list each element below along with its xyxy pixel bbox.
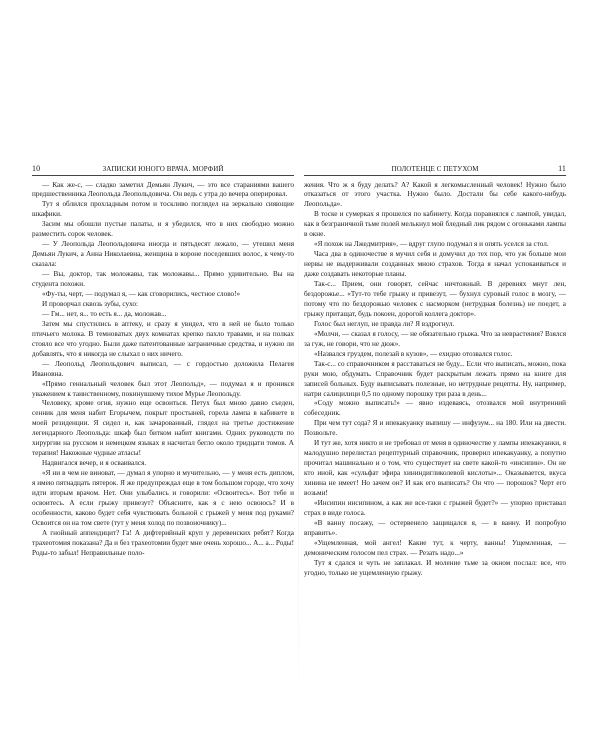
paragraph: В тоске и сумерках я прошелся по кабинету. Когда поравнялся с лампой, увидал, как в безграничной тьме полей мелькнул мой бледный лик рядом с огоньками лампы в окне. [304,210,566,239]
paragraph: А гнойный аппендицит? Га! А дифтерийный круп у деревенских ребят? Когда трахеотомия показана? Да и без трахеотомии будет мне очень хорошо... А... а... Роды! Роды-то забыл! Неправильные поло- [32,528,294,557]
paragraph: — Гм... нет, я... то есть я... да, моложав... [42,309,167,318]
paragraph: При чем тут сода? Я и ипекакуанку выпишу — инфузум... на 180. Или на двести. Позвольте. [304,419,566,438]
left-running-header: ЗАПИСКИ ЮНОГО ВРАЧА. МОРФИЙ [102,165,224,173]
right-page-body [304,181,566,579]
book-gutter [298,160,299,730]
paragraph: — Леопольд Леопольдович выписал, — с гордостью доложила Пелагея Ивановна. [32,359,294,378]
paragraph: «Я ни в чем не виноват, — думал я упорно и мучительно, — у меня есть диплом, я имею пятнадцать пятерок. Я же предупреждал еще в том большом городе, что хочу идти вторым врачом. Нет. Они улыбались и говорили: «Освоитесь». Вот тебе и освоитесь. А если грыжу привезут? Объясните, как я с нею освоюсь? И в особенности, каково будет себя чувствовать больной с грыжей у меня под руками? Освоится он на том свете (тут у меня холод по позвоночнику)... [32,469,294,527]
right-page-number: 11 [558,164,566,173]
paragraph: Затем мы спустились в аптеку, и сразу я увидел, что в ней не было только птичьего молока. В темноватых двух комнатах крепко пахло травами, и на полках стояло все что угодно. Были даже патентованные заграничные средства, и нужно ли добавлять, что я никогда не слыхал о них ничего. [32,319,294,358]
right-page-header [304,164,566,176]
paragraph: — Как же-с, — сладко заметил Демьян Лукич, — это все стараниями вашего предшественника Леопольда Леопольдовича. Он ведь с утра до вечера оперировал. [32,180,294,199]
paragraph: «Соду можно выписать!» — явно издеваясь, отозвался мой внутренний собеседник. [304,399,566,418]
paragraph: «Фу-ты, черт, — подумал я, — как сговорились, честное слово!» [42,289,241,298]
paragraph: Так-с... со справочником я расставаться не буду... Если что выписать, можно, пока руки мою, обдумать. Справочник будет раскрытым лежать прямо на книге для записей больных. Буду выписывать полезные, но нетрудные рецепты. Ну, например, натри салицилици 0,5 по одному порошку три раза в день... [304,359,566,398]
paragraph: Тут я сдался и чуть не заплакал. И моление тьме за окном послал: все, что угодно, только не ущемленную грыжу. [304,558,566,577]
paragraph: — У Леопольда Леопольдовича иногда и пятьдесят лежало, — утешил меня Демьян Лукич, а Анна Николаевна, женщина в короне поседевших волос, к чему-то сказала: [32,240,294,269]
paragraph: — Вы, доктор, так моложавы, так моложавы... Прямо удивительно. Вы на студента похожи. [32,270,294,289]
right-running-header: ПОЛОТЕНЦЕ С ПЕТУХОМ [391,165,479,173]
paragraph: Часа два в одиночестве я мучил себя и домучил до тех пор, что уж больше мои нервы не выдерживали созданных мною страхов. Тогда я начал успокаиваться и даже создавать некоторые планы. [304,250,566,279]
paragraph: «Инсипин инсипином, а как же все-таки с грыжей будет?» — упорно приставал страх в виде голоса. [304,499,566,517]
paragraph: Человеку, кроме огня, нужно еще освоиться. Петух был мною давно съеден, сенник для меня набит Егорычем, покрыт простыней, горела лампа в кабинете в моей резиденции. Я сидел и, как зачарованный, глядел на третье достижение легендарного Леопольда: шкаф был битком набит книгами. Одних руководств по хирургии на русском и немецком языках я насчитал бегло около тридцати томов. А терапия! Накожные чудные атласы! [32,399,294,458]
right-page [304,164,566,579]
paragraph: жения. Что ж я буду делать? А? Какой я легкомысленный человек! Нужно было отказаться от этого участка. Нужно было. Достали бы себе какого-нибудь Леопольда». [304,180,566,209]
paragraph: Засим мы обошли пустые палаты, и я убедился, что в них свободно можно разместить сорок человек. [32,220,294,239]
paragraph: Голос был неглуп, не правда ли? Я вздрогнул. [314,319,455,328]
paragraph: И тут же, хотя никто и не требовал от меня в одиночестве у лампы ипекакуанки, я малодушно перелистал рецептурный справочник, проверил ипекакуанку, а попутно прочитал машинально и о том, что существует на свете какой-то «инсипин». Он не кто иной, как «сульфат эфира хининдигликолевой кислоты»... Оказывается, вкуса хинина не имеет! Но зачем он? И как его выписать? Он что — порошок? Черт его возьми! [304,439,566,498]
left-page-number: 10 [32,164,41,173]
paragraph: «Я похож на Лжедмитрия», — вдруг глупо подумал я и опять уселся за стол. [314,240,549,249]
paragraph: «В ванну посажу, — остервенело защищался я, — в ванну. И попробую вправить». [304,518,566,537]
paragraph: Надвигался вечер, и я осваивался. [42,459,147,468]
paragraph: И проворчал сквозь зубы, сухо: [42,299,139,308]
left-page-body [32,181,294,559]
left-page-header [32,164,294,176]
paragraph: «Ущемленная, мой ангел! Какие тут, к черту, ванны! Ущемленная, — демоническим голосом пел страх. — Резать надо...» [304,538,566,557]
paragraph: «Назвался груздем, полезай в кузов», — ехидно отозвался голос. [314,349,513,358]
left-page [32,164,294,559]
paragraph: Тут я облился прохладным потом и тоскливо поглядел на зеркально сияющие шкафики. [32,200,294,219]
paragraph: «Молчи, — сказал я голосу, — не обязательно грыжа. Что за неврастения? Взялся за гуж, не говори, что не дюж». [304,329,566,348]
paragraph: «Прямо гениальный человек был этот Леопольд», — подумал я и проникся уважением к таинственному, покинувшему тихое Мурье Леопольду. [32,379,294,398]
paragraph: Так-с... Прием, они говорят, сейчас ничтожный. В деревнях мнут лен, бездорожье... «Тут-то тебе грыжу и привезут, — бухнул суровый голос в мозгу, — потому что по бездорожью человек с насморком (нетрудная болезнь) не поедет, а грыжу притащат, будь покоен, дорогой коллега доктор». [304,280,566,318]
